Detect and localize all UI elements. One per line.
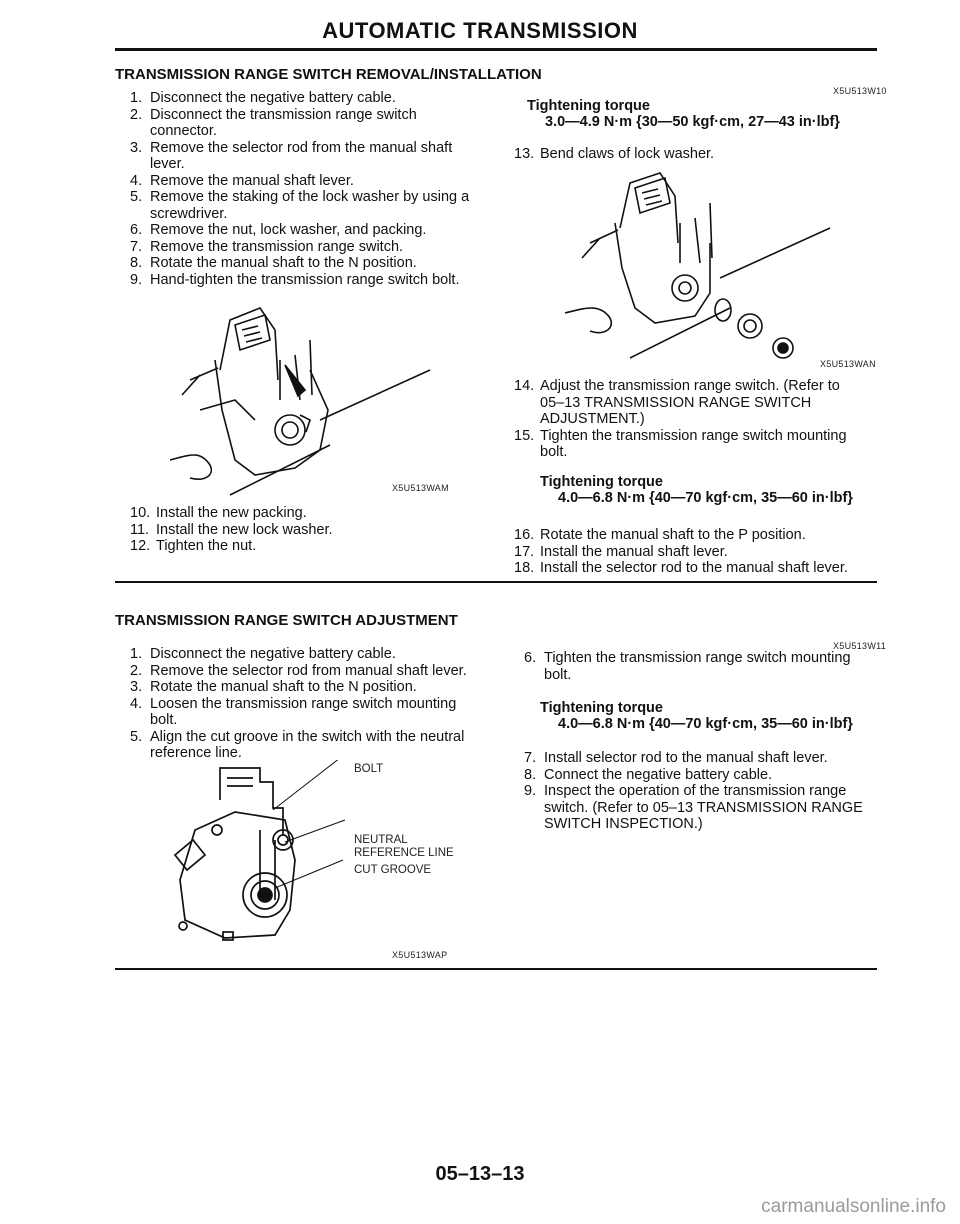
section-divider xyxy=(115,581,877,583)
list-item: 10. Install the new packing. xyxy=(130,505,307,521)
torque-value: 3.0—4.9 N·m {30—50 kgf·cm, 27—43 in·lbf} xyxy=(545,114,840,130)
list-item: 8. Rotate the manual shaft to the N position. xyxy=(130,255,417,271)
list-item: 11. Install the new lock washer. xyxy=(130,521,333,538)
switch-figure-removal xyxy=(160,300,450,500)
list-item: 4. Loosen the transmission range switch mounting xyxy=(130,695,457,712)
watermark: carmanualsonline.info xyxy=(761,1196,946,1217)
list-item: 17. Install the manual shaft lever. xyxy=(514,543,728,560)
list-item: 13. Bend claws of lock washer. xyxy=(514,146,715,162)
list-item: 2. Remove the selector rod from manual shaft lever. xyxy=(130,662,467,679)
removal-steps-list xyxy=(130,90,490,288)
list-item-continuation: ADJUSTMENT.) xyxy=(540,411,645,427)
torque-value: 4.0—6.8 N·m {40—70 kgf·cm, 35—60 in·lbf} xyxy=(558,490,853,506)
removal-steps-list-c xyxy=(514,378,894,461)
list-item: 9. Hand-tighten the transmission range switch bolt. xyxy=(130,271,460,288)
list-item: 16. Rotate the manual shaft to the P position. xyxy=(514,527,806,543)
adjustment-steps-list xyxy=(130,646,490,762)
list-item: 7. Remove the transmission range switch. xyxy=(130,238,404,255)
list-item: 7. Install selector rod to the manual shaft lever. xyxy=(524,750,828,766)
list-item-continuation: reference line. xyxy=(150,745,242,761)
removal-steps-list-d xyxy=(514,527,894,577)
figure-code: X5U513WAN xyxy=(820,359,876,369)
list-item-continuation: switch. (Refer to 05–13 TRANSMISSION RANGE xyxy=(544,799,863,816)
list-item: 1. Disconnect the negative battery cable. xyxy=(130,646,396,662)
list-item-continuation: bolt. xyxy=(540,444,568,460)
list-item: 3. Remove the selector rod from the manual shaft xyxy=(130,139,453,156)
list-item: 12. Tighten the nut. xyxy=(130,538,257,554)
section-code: X5U513W11 xyxy=(833,641,887,651)
label-bolt: BOLT xyxy=(354,763,384,775)
list-item: 14. Adjust the transmission range switch. (Refer to xyxy=(514,378,840,394)
section-code: X5U513W10 xyxy=(833,86,887,96)
adjustment-step-6 xyxy=(524,650,894,683)
adjustment-steps-list-b xyxy=(524,750,904,833)
list-item: 6. Remove the nut, lock washer, and packing. xyxy=(130,222,427,238)
list-item: 2. Disconnect the transmission range switch xyxy=(130,106,417,123)
list-item: 18. Install the selector rod to the manual shaft lever. xyxy=(514,560,848,576)
section-divider xyxy=(115,968,877,970)
figure-code: X5U513WAP xyxy=(392,950,448,960)
list-item-continuation: 05–13 TRANSMISSION RANGE SWITCH xyxy=(540,394,812,411)
label-neutral: NEUTRAL xyxy=(354,834,408,846)
list-item-continuation: bolt. xyxy=(544,666,572,683)
removal-steps-list-b xyxy=(130,505,490,555)
switch-figure-lock-washer xyxy=(560,168,850,368)
label-reference-line: REFERENCE LINE xyxy=(354,847,454,859)
page-number: 05–13–13 xyxy=(435,1163,525,1185)
list-item: 5. Remove the staking of the lock washer by using a xyxy=(130,189,470,205)
list-item: 8. Connect the negative battery cable. xyxy=(524,766,773,783)
page-header-title: AUTOMATIC TRANSMISSION xyxy=(322,18,638,43)
torque-heading: Tightening torque xyxy=(527,98,650,114)
header-rule xyxy=(115,48,877,51)
list-item-continuation: SWITCH INSPECTION.) xyxy=(544,816,703,832)
list-item: 4. Remove the manual shaft lever. xyxy=(130,172,354,189)
list-item: 15. Tighten the transmission range switch mounting xyxy=(514,427,847,444)
list-item-continuation: lever. xyxy=(150,156,185,172)
list-item: 9. Inspect the operation of the transmission range xyxy=(524,783,847,799)
list-item-continuation: screwdriver. xyxy=(150,205,228,222)
list-item: 1. Disconnect the negative battery cable. xyxy=(130,90,396,106)
list-item-continuation: bolt. xyxy=(150,712,178,728)
list-item: 6. Tighten the transmission range switch mounting xyxy=(524,650,851,666)
list-item: 3. Rotate the manual shaft to the N position. xyxy=(130,679,417,695)
label-cut-groove: CUT GROOVE xyxy=(354,864,432,876)
torque-heading: Tightening torque xyxy=(540,700,663,716)
section-title-adjustment: TRANSMISSION RANGE SWITCH ADJUSTMENT xyxy=(115,612,458,629)
section-title-removal: TRANSMISSION RANGE SWITCH REMOVAL/INSTALLATION xyxy=(115,66,542,83)
torque-heading: Tightening torque xyxy=(540,474,663,490)
switch-figure-adjustment xyxy=(165,760,365,950)
torque-value: 4.0—6.8 N·m {40—70 kgf·cm, 35—60 in·lbf} xyxy=(558,716,853,732)
list-item-continuation: connector. xyxy=(150,123,217,139)
list-item: 5. Align the cut groove in the switch with the neutral xyxy=(130,728,465,745)
figure-code: X5U513WAM xyxy=(392,483,449,493)
